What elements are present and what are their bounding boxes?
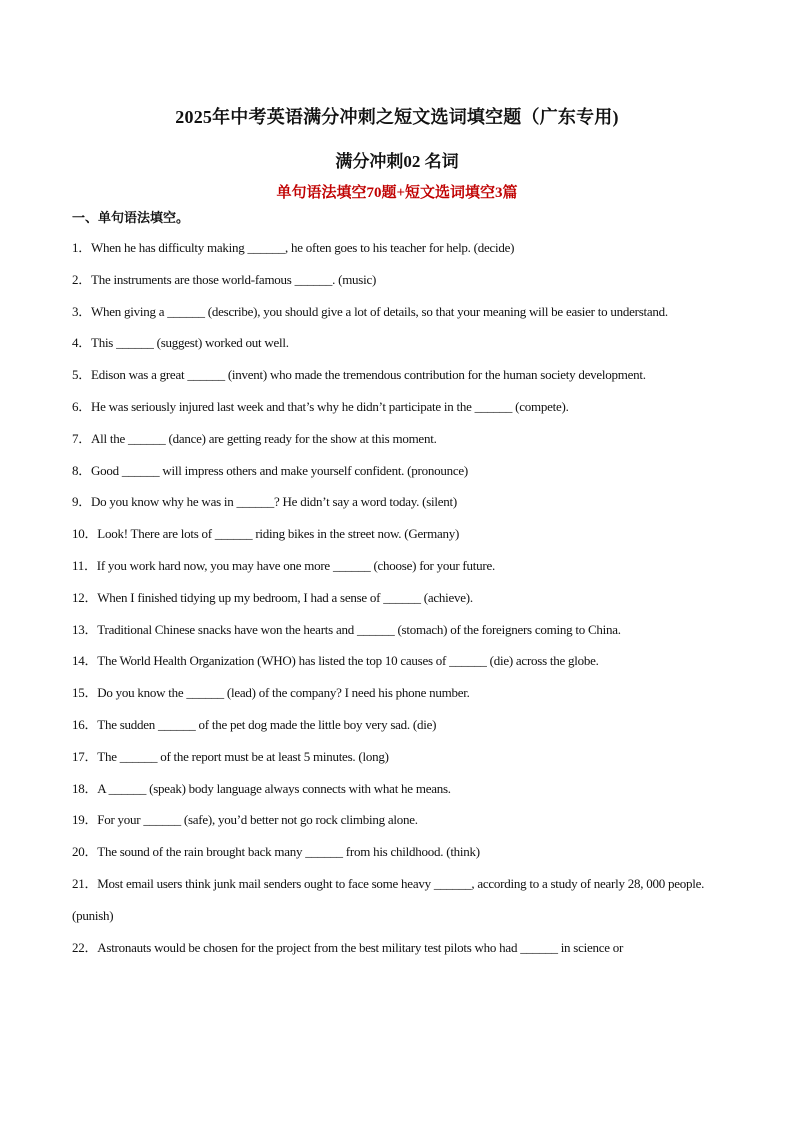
question-item: 11．If you work hard now, you may have one more ______ (choose) for your future.	[72, 557, 495, 573]
question-list	[72, 232, 712, 963]
question-item: 14．The World Health Organization (WHO) has listed the top 10 causes of ______ (die) across the globe.	[72, 653, 599, 669]
question-item: 21．Most email users think junk mail senders ought to face some heavy ______, according to a study of nearly 28, 000 people. (punish)	[72, 875, 705, 923]
question-item: 6．He was seriously injured last week and that’s why he didn’t participate in the ______ (compete).	[72, 398, 569, 414]
document-title: 2025年中考英语满分冲刺之短文选词填空题（广东专用)	[175, 107, 619, 127]
question-item: 18．A ______ (speak) body language always connects with what he means.	[72, 780, 451, 796]
section-heading: 一、单句语法填空。	[72, 210, 190, 225]
question-item: 1．When he has difficulty making ______, he often goes to his teacher for help. (decide)	[72, 240, 515, 255]
question-item: 10．Look! There are lots of ______ riding bikes in the street now. (Germany)	[72, 526, 460, 542]
question-item: 12．When I finished tidying up my bedroom, I had a sense of ______ (achieve).	[72, 589, 473, 605]
question-item: 13．Traditional Chinese snacks have won the hearts and ______ (stomach) of the foreigners coming to China.	[72, 621, 621, 637]
question-item: 8．Good ______ will impress others and make yourself confident. (pronounce)	[72, 462, 468, 478]
question-item: 3．When giving a ______ (describe), you should give a lot of details, so that your meaning will be easier to understand.	[72, 303, 668, 319]
question-item: 16．The sudden ______ of the pet dog made the little boy very sad. (die)	[72, 716, 437, 732]
question-item: 9．Do you know why he was in ______? He didn’t say a word today. (silent)	[72, 494, 457, 510]
question-item: 20．The sound of the rain brought back many ______ from his childhood. (think)	[72, 844, 480, 860]
question-item: 17．The ______ of the report must be at least 5 minutes. (long)	[72, 748, 389, 764]
document-subheading: 单句语法填空70题+短文选词填空3篇	[276, 185, 518, 201]
question-item: 19．For your ______ (safe), you’d better not go rock climbing alone.	[72, 812, 418, 828]
question-item: 7．All the ______ (dance) are getting ready for the show at this moment.	[72, 430, 437, 446]
question-item: 2．The instruments are those world-famous ______. (music)	[72, 271, 377, 287]
document-subtitle: 满分冲刺02 名词	[335, 152, 459, 171]
question-item: 4．This ______ (suggest) worked out well.	[72, 335, 289, 351]
question-item: 15．Do you know the ______ (lead) of the company? I need his phone number.	[72, 685, 470, 701]
question-item: 22．Astronauts would be chosen for the project from the best military test pilots who had ______ in science or	[72, 939, 624, 955]
question-item: 5．Edison was a great ______ (invent) who made the tremendous contribution for the human society development.	[72, 367, 646, 383]
